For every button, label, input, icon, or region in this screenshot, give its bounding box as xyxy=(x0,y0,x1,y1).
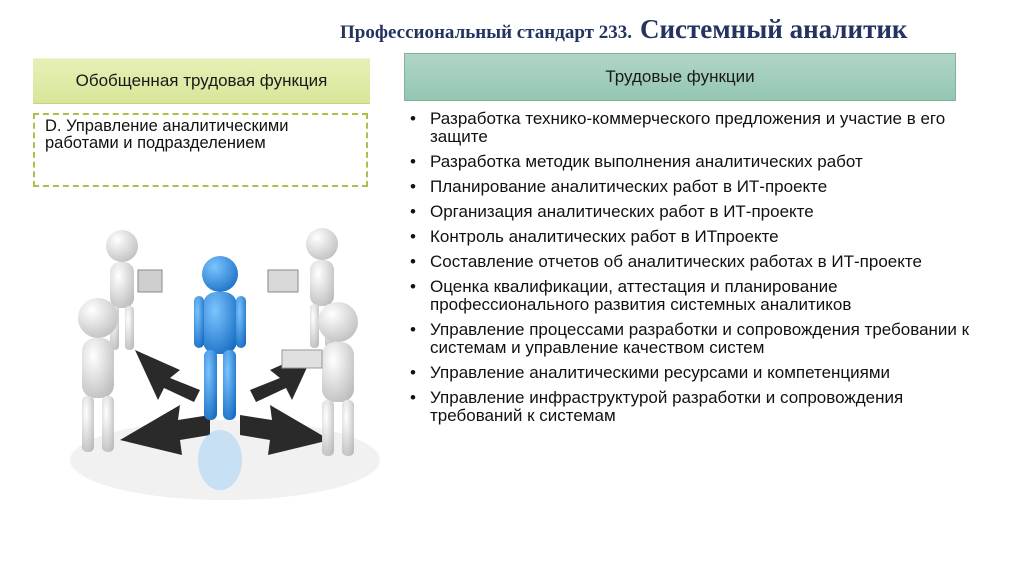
labor-functions-list xyxy=(410,110,970,432)
list-item: • Разработка методик выполнения аналитических работ xyxy=(410,153,970,171)
labor-functions-header: Трудовые функции xyxy=(404,53,956,101)
title-prefix: Профессиональный стандарт 233. xyxy=(340,22,632,43)
list-item: • Организация аналитических работ в ИТ-проекте xyxy=(410,203,970,221)
list-item: • Составление отчетов об аналитических работах в ИТ-проекте xyxy=(410,253,970,271)
list-item: • Оценка квалификации, аттестация и планирование профессионального развития системных аналитиков xyxy=(410,278,970,314)
title-main: Системный аналитик xyxy=(639,14,908,44)
list-item: • Контроль аналитических работ в ИТпроекте xyxy=(410,228,970,246)
list-item: • Управление инфраструктурой разработки и сопровождения требований к системам xyxy=(410,389,970,425)
team-leader-figures-icon xyxy=(60,210,390,530)
list-item: • Управление процессами разработки и сопровождения требовании к системам и управление качеством систем xyxy=(410,321,970,357)
generalized-function-text: D. Управление аналитическими работами и подразделением xyxy=(45,117,289,152)
list-item: • Управление аналитическими ресурсами и компетенциями xyxy=(410,364,970,382)
list-item: • Планирование аналитических работ в ИТ-проекте xyxy=(410,178,970,196)
list-item: • Разработка технико-коммерческого предложения и участие в его защите xyxy=(410,110,970,146)
generalized-function-box xyxy=(33,113,368,187)
generalized-function-header: Обобщенная трудовая функция xyxy=(33,58,370,104)
slide-title xyxy=(340,14,907,45)
